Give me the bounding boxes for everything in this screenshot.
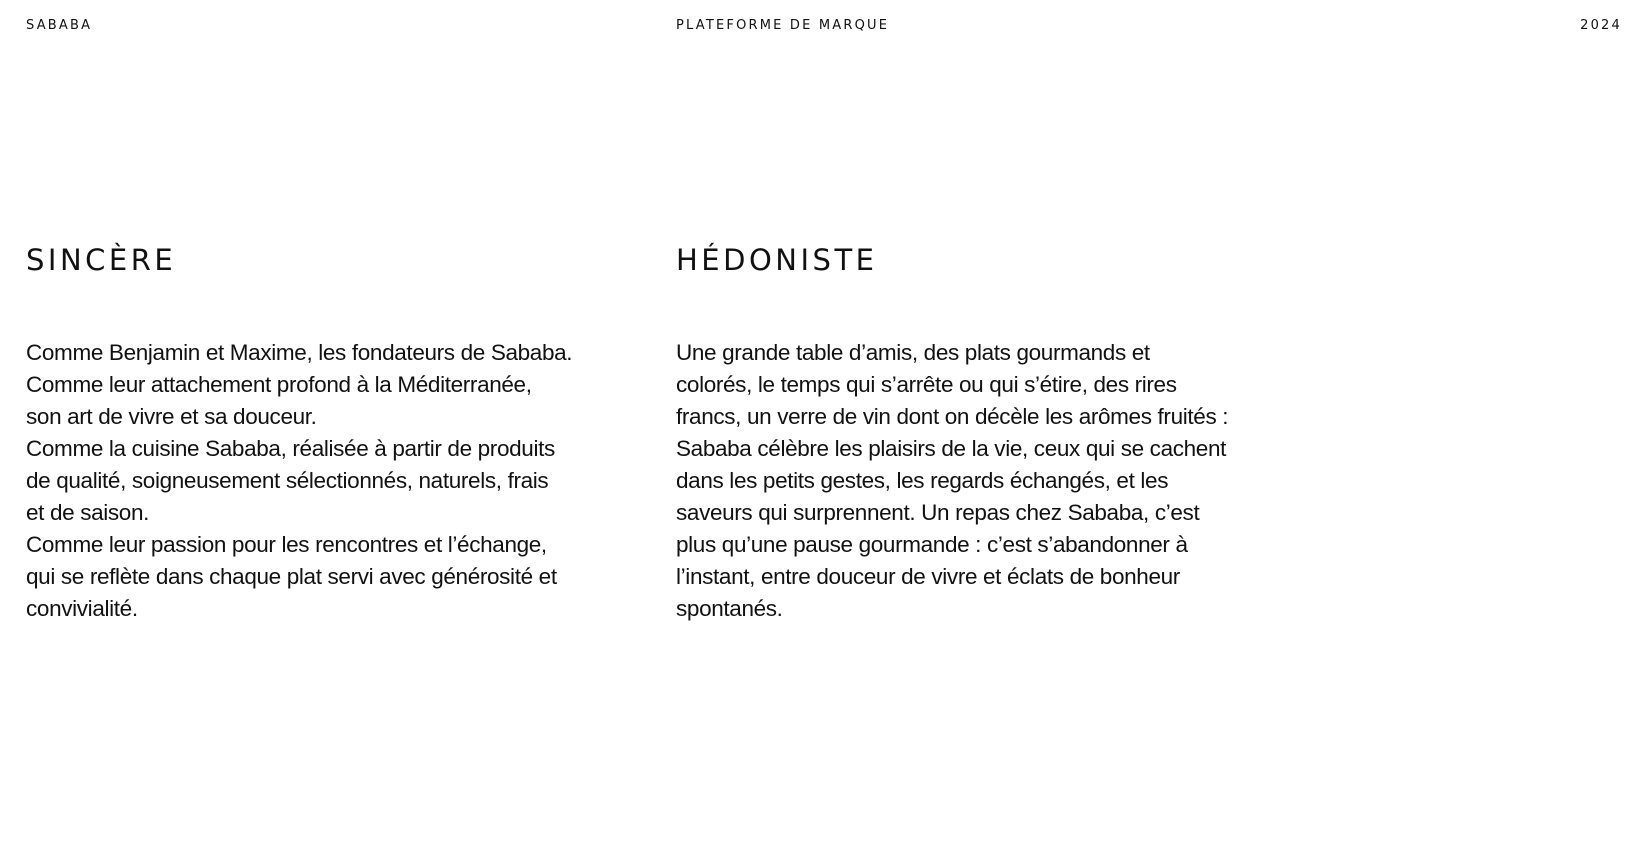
body-line: Comme Benjamin et Maxime, les fondateurs de Sababa. [26, 340, 573, 365]
body-line: Comme la cuisine Sababa, réalisée à partir de produits [26, 436, 555, 461]
body-line: spontanés. [676, 596, 783, 621]
body-line: francs, un verre de vin dont on décèle les arômes fruités : [676, 404, 1229, 429]
section-hedoniste [676, 243, 1256, 625]
body-line: de qualité, soigneusement sélectionnés, naturels, frais [26, 468, 549, 493]
body-line: colorés, le temps qui s’arrête ou qui s’étire, des rires [676, 372, 1177, 397]
body-line: saveurs qui surprennent. Un repas chez Sababa, c’est [676, 500, 1200, 525]
section-body [26, 337, 606, 625]
document-title: PLATEFORME DE MARQUE [676, 18, 890, 33]
body-line: Comme leur passion pour les rencontres et l’échange, [26, 532, 547, 557]
body-line: et de saison. [26, 500, 150, 525]
section-sincere [26, 243, 606, 625]
section-title: SINCÈRE [26, 243, 177, 277]
body-line: Une grande table d’amis, des plats gourmands et [676, 340, 1150, 365]
body-line: son art de vivre et sa douceur. [26, 404, 317, 429]
body-line: convivialité. [26, 596, 138, 621]
document-year: 2024 [1580, 18, 1622, 33]
body-line: Comme leur attachement profond à la Méditerranée, [26, 372, 532, 397]
body-line: Sababa célèbre les plaisirs de la vie, ceux qui se cachent [676, 436, 1227, 461]
brand-name: SABABA [26, 18, 93, 33]
body-line: l’instant, entre douceur de vivre et éclats de bonheur [676, 564, 1180, 589]
body-line: qui se reflète dans chaque plat servi avec générosité et [26, 564, 557, 589]
section-title: HÉDONISTE [676, 243, 878, 277]
section-body [676, 337, 1256, 625]
body-line: plus qu’une pause gourmande : c’est s’abandonner à [676, 532, 1188, 557]
body-line: dans les petits gestes, les regards échangés, et les [676, 468, 1169, 493]
